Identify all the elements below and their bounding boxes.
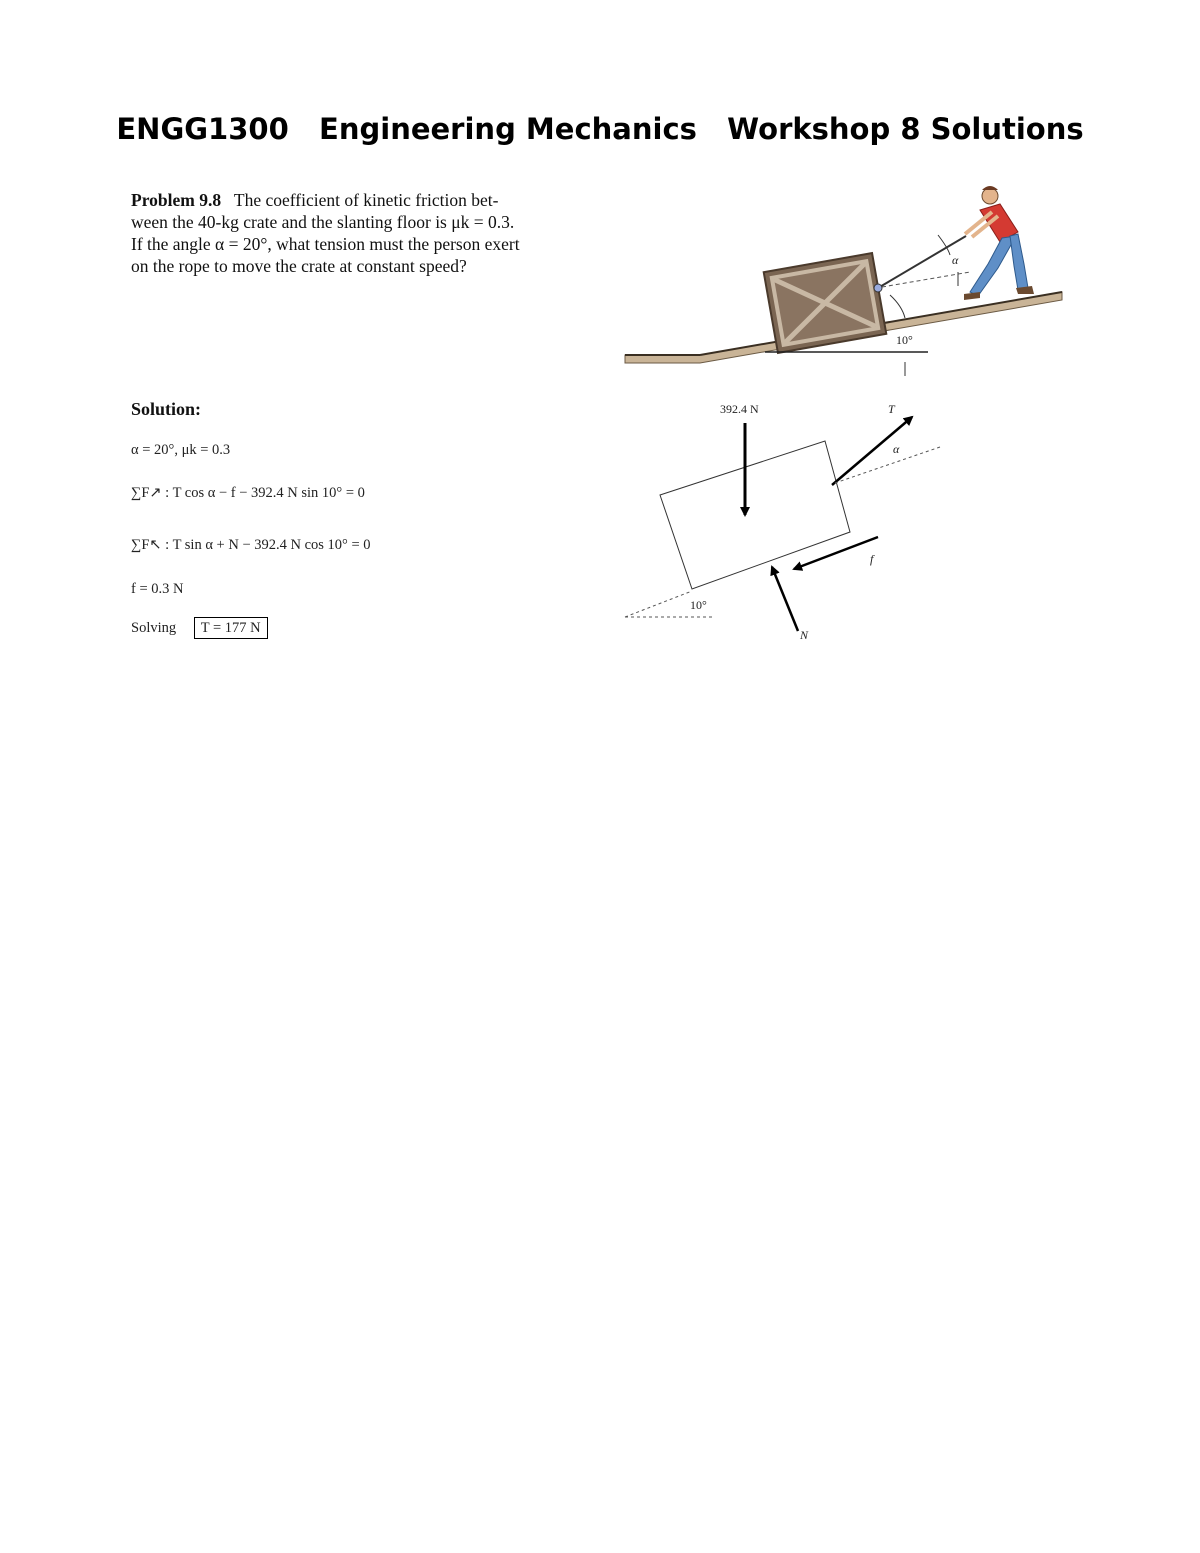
solving-line bbox=[131, 620, 268, 637]
tension-arrow bbox=[832, 417, 912, 485]
weight-label: 392.4 N bbox=[720, 402, 759, 416]
alpha-label-fbd: α bbox=[893, 442, 900, 456]
problem-line-4: on the rope to move the crate at constant speed? bbox=[131, 256, 467, 276]
normal-label: N bbox=[800, 628, 809, 642]
equation-sum-fy: ∑F↖ : T sin α + N − 392.4 N cos 10° = 0 bbox=[131, 537, 371, 553]
solution-heading: Solution: bbox=[131, 399, 202, 419]
crate-illustration bbox=[620, 180, 1070, 380]
page-title: ENGG1300 Engineering Mechanics Workshop 8 Solutions bbox=[116, 112, 1084, 146]
tension-label: T bbox=[888, 402, 895, 416]
alpha-label-top: α bbox=[952, 253, 959, 267]
problem-line-1: The coefficient of kinetic friction bet- bbox=[233, 190, 499, 210]
friction-label: f bbox=[870, 552, 874, 566]
problem-line-3: If the angle α = 20°, what tension must the person exert bbox=[131, 234, 520, 254]
free-body-diagram bbox=[620, 395, 970, 650]
crate-outline bbox=[660, 441, 850, 589]
fbd-angle-label: 10° bbox=[690, 598, 707, 612]
slope-angle-label: 10° bbox=[896, 333, 913, 347]
equation-friction: f = 0.3 N bbox=[131, 581, 184, 597]
problem-line-2: ween the 40-kg crate and the slanting floor is μk = 0.3. bbox=[131, 212, 515, 232]
solving-label: Solving bbox=[131, 620, 177, 636]
equation-sum-fx: ∑F↗ : T cos α − f − 392.4 N sin 10° = 0 bbox=[131, 485, 365, 501]
given-values: α = 20°, μk = 0.3 bbox=[131, 442, 231, 458]
crate bbox=[764, 253, 887, 353]
normal-arrow bbox=[772, 567, 798, 631]
answer-box: T = 177 N bbox=[194, 617, 268, 639]
friction-arrow bbox=[794, 537, 878, 569]
problem-statement bbox=[131, 189, 591, 277]
person-pulling bbox=[964, 186, 1034, 300]
problem-label: Problem 9.8 bbox=[131, 190, 222, 210]
